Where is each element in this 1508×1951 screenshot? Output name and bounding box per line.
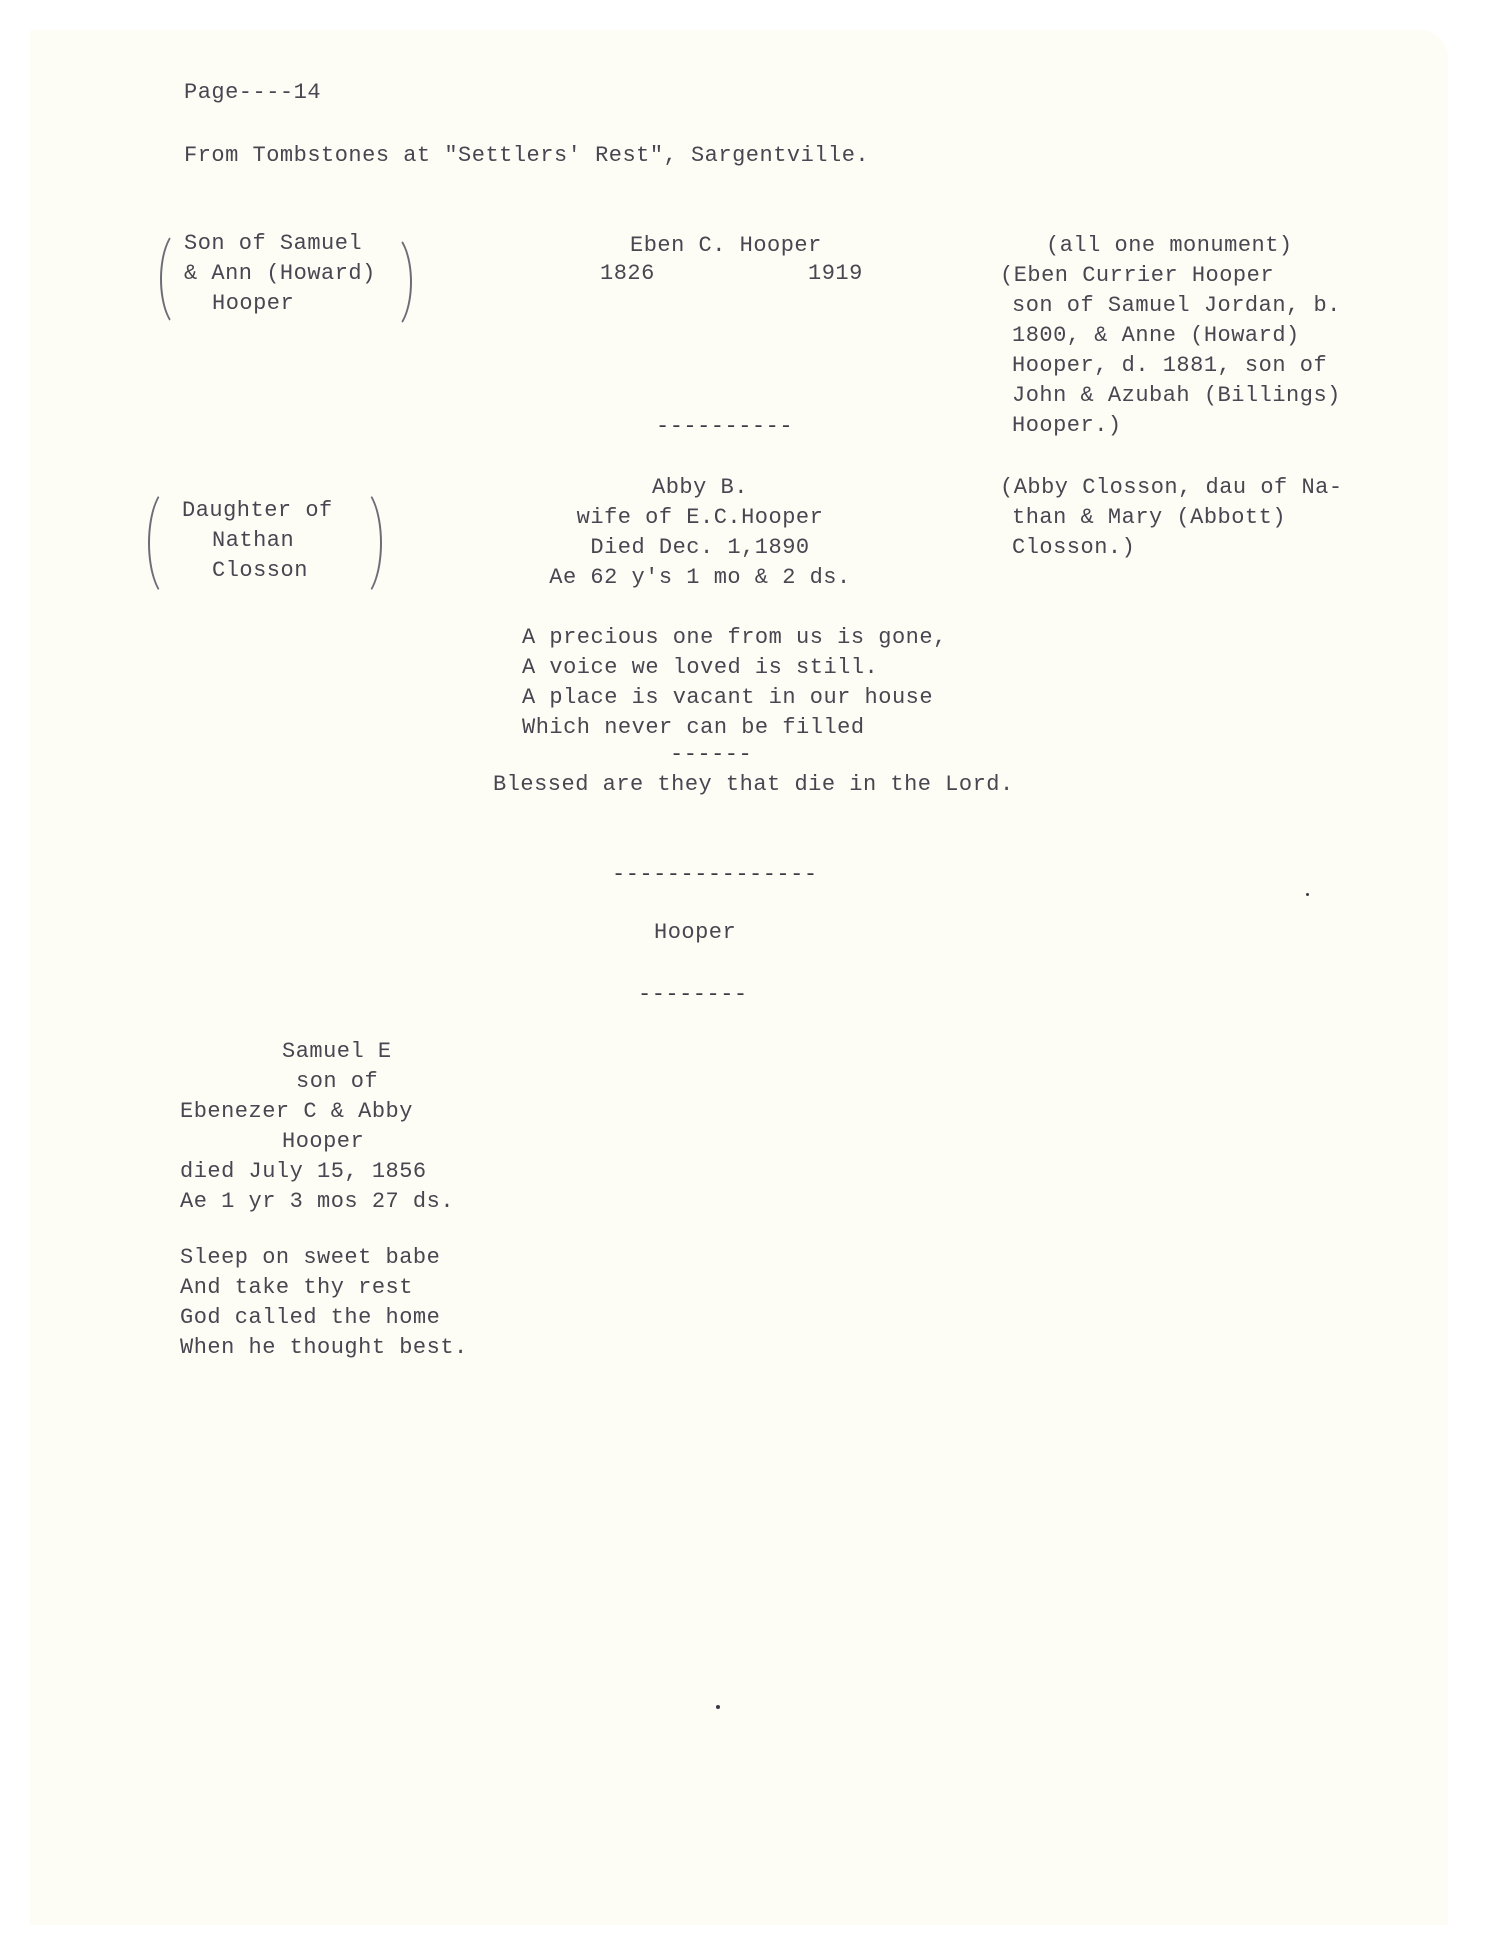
side-note-line: (Eben Currier Hooper xyxy=(1000,263,1275,288)
separator: ------ xyxy=(670,742,753,767)
stone-name: Eben C. Hooper xyxy=(630,233,822,258)
source-heading: From Tombstones at "Settlers' Rest", Sargentville. xyxy=(184,143,870,168)
verse-line: A precious one from us is gone, xyxy=(522,625,947,650)
birth-year: 1826 xyxy=(600,261,655,286)
separator: --------------- xyxy=(612,862,818,887)
side-note-line: Closson.) xyxy=(1012,535,1136,560)
margin-note-line: Nathan xyxy=(212,528,295,553)
side-note-line: John & Azubah (Billings) xyxy=(1012,383,1341,408)
page-number: Page----14 xyxy=(184,80,322,105)
verse-line: A voice we loved is still. xyxy=(522,655,879,680)
separator: ---------- xyxy=(656,414,794,439)
stone-line: Died Dec. 1,1890 xyxy=(590,535,810,560)
ink-speck xyxy=(1306,893,1309,896)
stone-line: wife of E.C.Hooper xyxy=(576,505,824,530)
side-note-line: (all one monument) xyxy=(1046,233,1293,258)
closing-line: Blessed are they that die in the Lord. xyxy=(493,772,1014,797)
ink-speck xyxy=(716,1705,720,1709)
side-note-line: Hooper.) xyxy=(1012,413,1122,438)
separator: -------- xyxy=(638,982,748,1007)
verse-line: Which never can be filled xyxy=(522,715,865,740)
verse-line: God called the home xyxy=(180,1305,441,1330)
stone-line: Hooper xyxy=(282,1129,365,1154)
margin-note-line: Daughter of xyxy=(182,498,333,523)
verse-line: And take thy rest xyxy=(180,1275,413,1300)
verse-line: A place is vacant in our house xyxy=(522,685,934,710)
age-at-death: Ae 1 yr 3 mos 27 ds. xyxy=(180,1189,455,1214)
death-date: died July 15, 1856 xyxy=(180,1159,427,1184)
stone-line: Ebenezer C & Abby xyxy=(180,1099,413,1124)
side-note-line: 1800, & Anne (Howard) xyxy=(1012,323,1300,348)
margin-note-line: Hooper xyxy=(212,291,295,316)
stone-line: son of xyxy=(296,1069,379,1094)
side-note-line: son of Samuel Jordan, b. xyxy=(1012,293,1341,318)
death-year: 1919 xyxy=(808,261,863,286)
section-title: Hooper xyxy=(654,920,737,945)
side-note-line: Hooper, d. 1881, son of xyxy=(1012,353,1328,378)
verse-line: Sleep on sweet babe xyxy=(180,1245,441,1270)
side-note-line: than & Mary (Abbott) xyxy=(1012,505,1287,530)
margin-note-line: Son of Samuel xyxy=(184,231,363,256)
stone-line: Ae 62 y's 1 mo & 2 ds. xyxy=(549,565,851,590)
stone-line: Samuel E xyxy=(282,1039,392,1064)
right-bracket xyxy=(336,486,382,600)
margin-note-line: Closson xyxy=(212,558,308,583)
stone-line: Abby B. xyxy=(652,475,748,500)
verse-line: When he thought best. xyxy=(180,1335,468,1360)
side-note-line: (Abby Closson, dau of Na- xyxy=(1000,475,1343,500)
margin-note-line: & Ann (Howard) xyxy=(184,261,376,286)
